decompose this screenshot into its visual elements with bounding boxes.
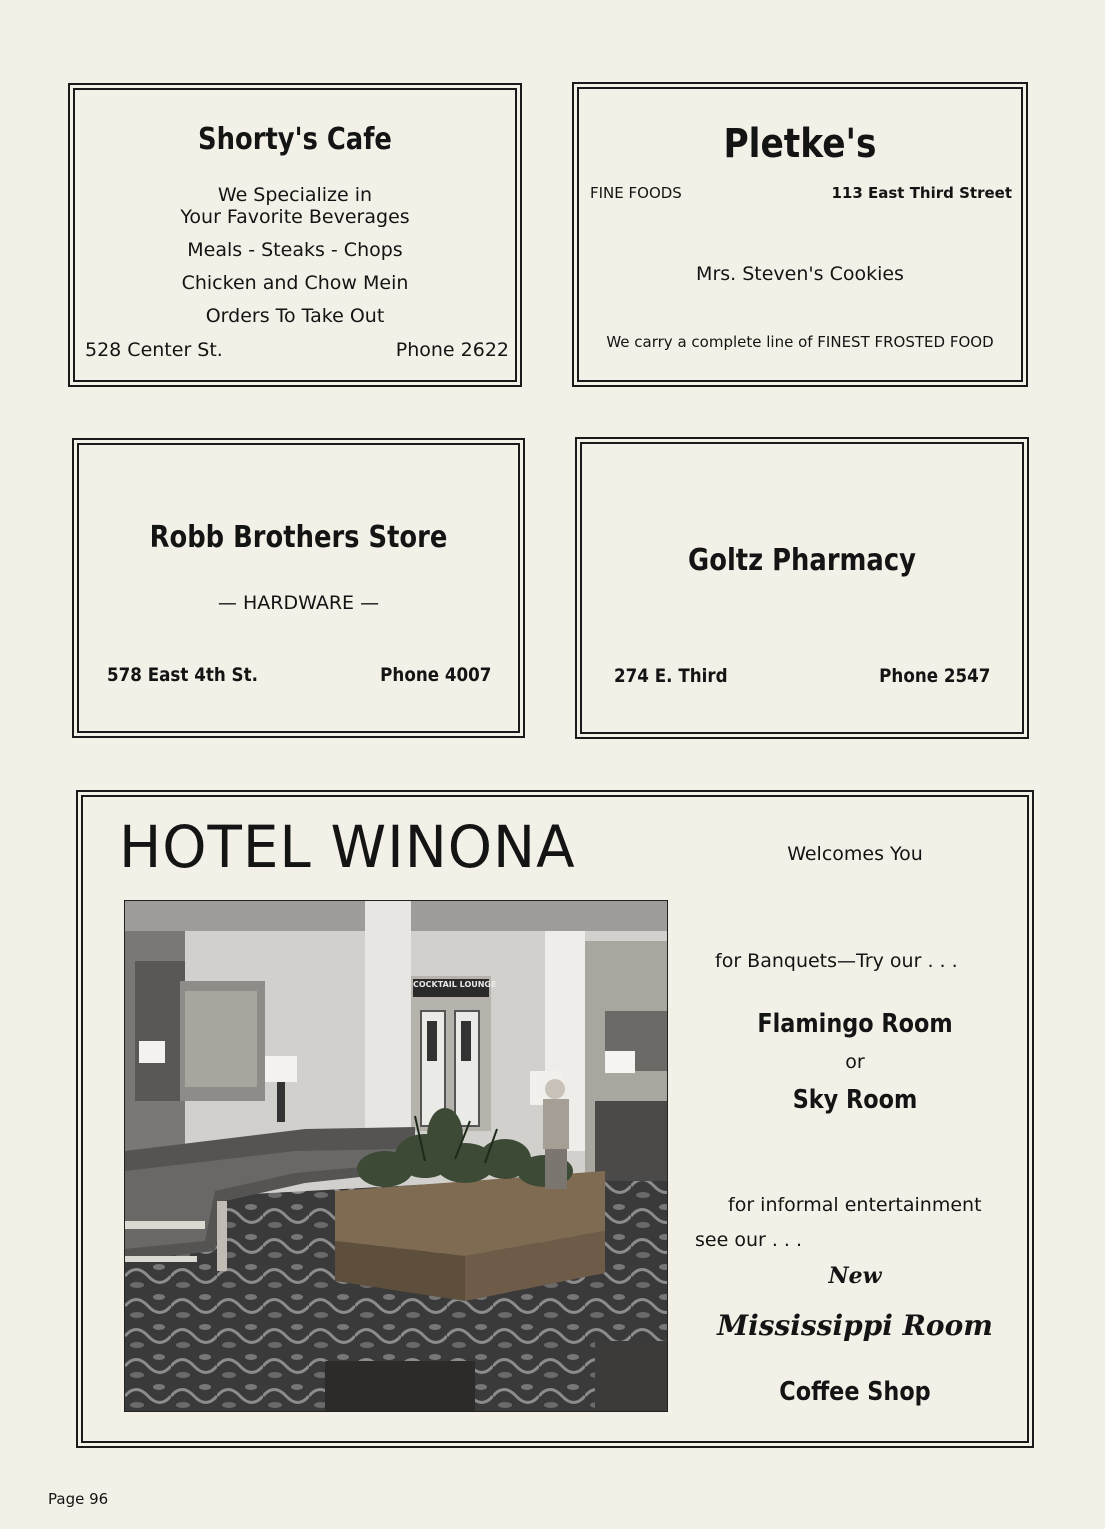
pletkes-tagline: FINE FOODS xyxy=(590,184,682,202)
lobby-photo-art xyxy=(125,901,668,1412)
shortys-line2: Your Favorite Beverages xyxy=(180,206,410,228)
ad-hotel-inner xyxy=(81,795,1029,1443)
hotel-informal: for informal entertainment xyxy=(728,1194,982,1216)
hotel-mississippi-room: Mississippi Room xyxy=(717,1309,993,1342)
ad-pletkes-inner xyxy=(577,87,1023,382)
robb-phone: Phone 4007 xyxy=(379,664,491,686)
pletkes-cookies: Mrs. Steven's Cookies xyxy=(696,263,904,285)
robb-name: Robb Brothers Store xyxy=(149,520,448,555)
shortys-line1: We Specialize in xyxy=(217,184,373,206)
hotel-sky-room: Sky Room xyxy=(792,1085,918,1115)
shortys-line5: Orders To Take Out xyxy=(205,305,385,327)
pletkes-name: Pletke's xyxy=(723,121,877,167)
shortys-phone: Phone 2622 xyxy=(395,339,509,361)
robb-category: — HARDWARE — xyxy=(217,592,380,614)
shortys-name: Shorty's Cafe xyxy=(198,122,392,157)
ad-hotel-winona xyxy=(76,790,1034,1448)
ad-robb-inner xyxy=(77,443,520,733)
hotel-or: or xyxy=(845,1051,865,1073)
cocktail-lounge-sign: COCKTAIL LOUNGE xyxy=(413,980,497,989)
hotel-new: New xyxy=(828,1263,882,1289)
ad-robb-brothers xyxy=(72,438,525,738)
hotel-name: HOTEL WINONA xyxy=(119,813,576,881)
shortys-line4: Chicken and Chow Mein xyxy=(181,272,409,294)
ad-pletkes xyxy=(572,82,1028,387)
hotel-welcome: Welcomes You xyxy=(787,843,923,865)
hotel-coffee-shop: Coffee Shop xyxy=(779,1377,931,1407)
goltz-address: 274 E. Third xyxy=(614,665,728,687)
pletkes-address: 113 East Third Street xyxy=(831,184,1012,202)
goltz-name: Goltz Pharmacy xyxy=(688,543,916,578)
ad-goltz-inner xyxy=(580,442,1024,734)
hotel-banquets: for Banquets—Try our . . . xyxy=(715,950,958,972)
hotel-flamingo-room: Flamingo Room xyxy=(757,1009,953,1039)
goltz-phone: Phone 2547 xyxy=(878,665,990,687)
page-number: Page 96 xyxy=(48,1490,109,1508)
shortys-line3: Meals - Steaks - Chops xyxy=(187,239,403,261)
ad-goltz-pharmacy xyxy=(575,437,1029,739)
hotel-lobby-photo xyxy=(124,900,668,1412)
robb-address: 578 East 4th St. xyxy=(107,664,258,686)
ad-shortys-inner xyxy=(73,88,517,382)
ad-shortys-cafe xyxy=(68,83,522,387)
hotel-see-our: see our . . . xyxy=(695,1229,803,1251)
pletkes-footer: We carry a complete line of FINEST FROSTED FOOD xyxy=(606,333,994,351)
shortys-address: 528 Center St. xyxy=(85,339,223,361)
hotel-right-column xyxy=(695,797,1015,1441)
